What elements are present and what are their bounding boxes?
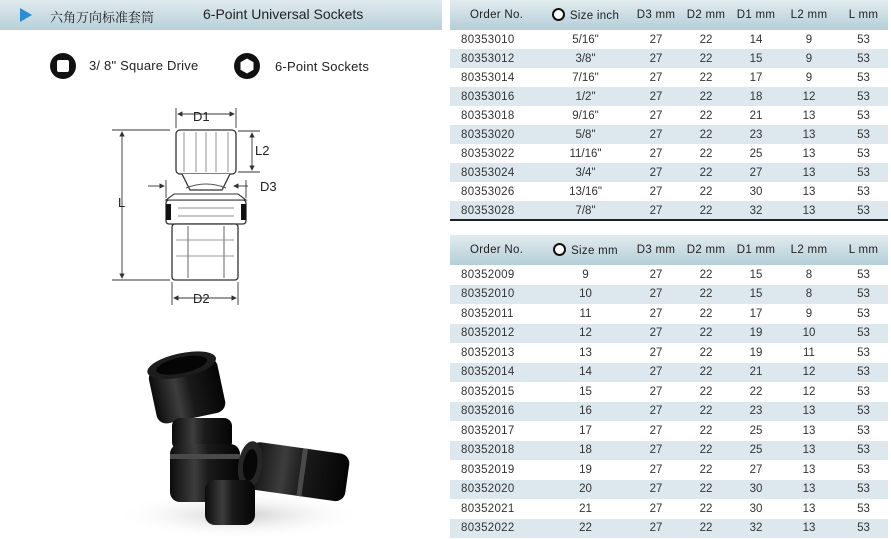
- table-row: [450, 125, 888, 144]
- play-arrow-icon: [20, 8, 32, 22]
- cell-d1: 15: [733, 265, 779, 285]
- cell-d3: 27: [633, 343, 679, 363]
- cell-size: 3/8": [538, 49, 633, 68]
- col-header-l2: L2 mm: [779, 0, 839, 30]
- col-header-d1: D1 mm: [733, 235, 779, 265]
- table-row: [450, 144, 888, 163]
- cell-l: 53: [839, 343, 888, 363]
- cell-size: 3/4": [538, 163, 633, 182]
- cell-l: 53: [839, 201, 888, 220]
- cell-order: 80352022: [450, 519, 538, 539]
- cell-order: 80352009: [450, 265, 538, 285]
- cell-l2: 11: [779, 343, 839, 363]
- cell-l2: 13: [779, 201, 839, 220]
- cell-d3: 27: [633, 324, 679, 344]
- cell-l: 53: [839, 304, 888, 324]
- label-d1: D1: [193, 109, 210, 124]
- col-header-d2: D2 mm: [679, 0, 733, 30]
- cell-l: 53: [839, 519, 888, 539]
- cell-order: 80353016: [450, 87, 538, 106]
- label-d3: D3: [260, 179, 277, 194]
- cell-d2: 22: [679, 49, 733, 68]
- col-header-order-no: Order No.: [450, 235, 538, 265]
- cell-d3: 27: [633, 68, 679, 87]
- table-row: [450, 68, 888, 87]
- col-header-order-no: Order No.: [450, 0, 538, 30]
- cell-d1: 27: [733, 163, 779, 182]
- cell-d1: 25: [733, 144, 779, 163]
- cell-size: 19: [538, 460, 633, 480]
- cell-l: 53: [839, 182, 888, 201]
- table-row: [450, 201, 888, 220]
- cell-order: 80353028: [450, 201, 538, 220]
- table-header-row: [450, 0, 888, 30]
- cell-order: 80353014: [450, 68, 538, 87]
- title-bar: [0, 0, 442, 30]
- cell-d3: 27: [633, 30, 679, 49]
- cell-order: 80352020: [450, 480, 538, 500]
- col-header-d3: D3 mm: [633, 0, 679, 30]
- col-header-d3: D3 mm: [633, 235, 679, 265]
- product-photo: [110, 340, 370, 539]
- cell-d2: 22: [679, 480, 733, 500]
- cell-order: 80352019: [450, 460, 538, 480]
- cell-l: 53: [839, 382, 888, 402]
- cell-d3: 27: [633, 49, 679, 68]
- cell-size: 16: [538, 402, 633, 422]
- table-row: [450, 519, 888, 539]
- cell-d1: 32: [733, 201, 779, 220]
- cell-d1: 21: [733, 106, 779, 125]
- cell-d3: 27: [633, 125, 679, 144]
- table-row: [450, 421, 888, 441]
- cell-size: 12: [538, 324, 633, 344]
- table-row: [450, 441, 888, 461]
- hexagon-outline-icon: [553, 243, 566, 256]
- cell-l2: 13: [779, 106, 839, 125]
- cell-d3: 27: [633, 182, 679, 201]
- cell-l2: 13: [779, 182, 839, 201]
- cell-d2: 22: [679, 144, 733, 163]
- cell-d3: 27: [633, 402, 679, 422]
- cell-d1: 17: [733, 68, 779, 87]
- cell-l2: 13: [779, 519, 839, 539]
- cell-l2: 13: [779, 441, 839, 461]
- cell-l2: 13: [779, 480, 839, 500]
- table-row: [450, 304, 888, 324]
- cell-d2: 22: [679, 441, 733, 461]
- cell-d3: 27: [633, 144, 679, 163]
- cell-d2: 22: [679, 304, 733, 324]
- cell-l: 53: [839, 163, 888, 182]
- cell-l: 53: [839, 285, 888, 305]
- hex-socket-label: 6-Point Sockets: [275, 59, 370, 74]
- cell-d3: 27: [633, 363, 679, 383]
- cell-l2: 9: [779, 304, 839, 324]
- cell-size: 11: [538, 304, 633, 324]
- table-row: [450, 499, 888, 519]
- cell-d3: 27: [633, 285, 679, 305]
- cell-size: 13/16": [538, 182, 633, 201]
- cell-size: 10: [538, 285, 633, 305]
- cell-l2: 12: [779, 87, 839, 106]
- cell-size: 21: [538, 499, 633, 519]
- cell-l: 53: [839, 402, 888, 422]
- cell-order: 80352017: [450, 421, 538, 441]
- cell-l2: 13: [779, 144, 839, 163]
- cell-l2: 10: [779, 324, 839, 344]
- cell-d1: 32: [733, 519, 779, 539]
- col-header-l: L mm: [839, 235, 888, 265]
- cell-d2: 22: [679, 201, 733, 220]
- cell-d3: 27: [633, 480, 679, 500]
- col-header-l: L mm: [839, 0, 888, 30]
- table-row: [450, 265, 888, 285]
- table-row: [450, 324, 888, 344]
- cell-d2: 22: [679, 460, 733, 480]
- square-drive-icon: [50, 53, 76, 79]
- cell-d2: 22: [679, 106, 733, 125]
- cell-l: 53: [839, 480, 888, 500]
- cell-d1: 30: [733, 499, 779, 519]
- cell-d2: 22: [679, 382, 733, 402]
- cell-d3: 27: [633, 441, 679, 461]
- cell-d1: 30: [733, 182, 779, 201]
- table-row: [450, 49, 888, 68]
- cell-l: 53: [839, 106, 888, 125]
- cell-l: 53: [839, 421, 888, 441]
- cell-d3: 27: [633, 163, 679, 182]
- cell-size: 22: [538, 519, 633, 539]
- col-header-size: Size inch: [538, 0, 633, 30]
- metric-sizes-table: [450, 235, 888, 538]
- cell-d2: 22: [679, 402, 733, 422]
- cell-d2: 22: [679, 163, 733, 182]
- cell-size: 11/16": [538, 144, 633, 163]
- cell-l: 53: [839, 265, 888, 285]
- cell-l2: 9: [779, 68, 839, 87]
- cell-order: 80352016: [450, 402, 538, 422]
- cell-size: 17: [538, 421, 633, 441]
- label-l: L: [118, 195, 126, 210]
- cell-d3: 27: [633, 499, 679, 519]
- cell-d1: 30: [733, 480, 779, 500]
- table-row: [450, 363, 888, 383]
- cell-d1: 17: [733, 304, 779, 324]
- cell-d2: 22: [679, 87, 733, 106]
- cell-size: 15: [538, 382, 633, 402]
- cell-d2: 22: [679, 343, 733, 363]
- cell-l: 53: [839, 68, 888, 87]
- table-row: [450, 87, 888, 106]
- cell-size: 14: [538, 363, 633, 383]
- cell-l2: 9: [779, 30, 839, 49]
- cell-d1: 18: [733, 87, 779, 106]
- cell-order: 80352018: [450, 441, 538, 461]
- cell-l2: 13: [779, 163, 839, 182]
- cell-d3: 27: [633, 460, 679, 480]
- cell-order: 80352012: [450, 324, 538, 344]
- cell-order: 80352013: [450, 343, 538, 363]
- cell-l2: 13: [779, 499, 839, 519]
- cell-d3: 27: [633, 421, 679, 441]
- table-row: [450, 402, 888, 422]
- col-header-d1: D1 mm: [733, 0, 779, 30]
- cell-d1: 19: [733, 324, 779, 344]
- cell-d1: 23: [733, 125, 779, 144]
- cell-size: 7/8": [538, 201, 633, 220]
- table-row: [450, 382, 888, 402]
- cell-order: 80353010: [450, 30, 538, 49]
- cell-l: 53: [839, 144, 888, 163]
- table-bottom-rule: [450, 219, 888, 221]
- cell-size: 7/16": [538, 68, 633, 87]
- cell-d1: 25: [733, 441, 779, 461]
- cell-d1: 19: [733, 343, 779, 363]
- hexagon-socket-icon: [234, 53, 260, 79]
- label-l2: L2: [255, 143, 270, 158]
- cell-d3: 27: [633, 201, 679, 220]
- cell-order: 80352010: [450, 285, 538, 305]
- cell-d2: 22: [679, 182, 733, 201]
- table-row: [450, 285, 888, 305]
- cell-d3: 27: [633, 87, 679, 106]
- cell-order: 80353022: [450, 144, 538, 163]
- cell-d1: 27: [733, 460, 779, 480]
- cell-l2: 13: [779, 460, 839, 480]
- col-header-l2: L2 mm: [779, 235, 839, 265]
- title-english: 6-Point Universal Sockets: [203, 6, 364, 22]
- table-row: [450, 480, 888, 500]
- cell-size: 18: [538, 441, 633, 461]
- cell-l2: 8: [779, 285, 839, 305]
- cell-l: 53: [839, 125, 888, 144]
- cell-l: 53: [839, 87, 888, 106]
- cell-l: 53: [839, 363, 888, 383]
- cell-d3: 27: [633, 265, 679, 285]
- cell-size: 1/2": [538, 87, 633, 106]
- table-header-row: [450, 235, 888, 265]
- cell-l: 53: [839, 460, 888, 480]
- cell-size: 9/16": [538, 106, 633, 125]
- cell-d1: 21: [733, 363, 779, 383]
- cell-l: 53: [839, 49, 888, 68]
- table-row: [450, 460, 888, 480]
- cell-d2: 22: [679, 265, 733, 285]
- cell-order: 80353024: [450, 163, 538, 182]
- cell-size: 5/16": [538, 30, 633, 49]
- cell-size: 20: [538, 480, 633, 500]
- cell-d2: 22: [679, 363, 733, 383]
- cell-d2: 22: [679, 30, 733, 49]
- title-chinese: 六角万向标准套筒: [50, 10, 155, 25]
- cell-d1: 15: [733, 285, 779, 305]
- cell-order: 80352015: [450, 382, 538, 402]
- label-d2: D2: [193, 291, 210, 306]
- cell-l2: 8: [779, 265, 839, 285]
- socket-dimension-diagram: [100, 100, 280, 310]
- cell-l: 53: [839, 30, 888, 49]
- square-drive-label: 3/ 8" Square Drive: [89, 58, 199, 73]
- col-header-d2: D2 mm: [679, 235, 733, 265]
- cell-l2: 13: [779, 421, 839, 441]
- cell-order: 80353026: [450, 182, 538, 201]
- cell-l: 53: [839, 324, 888, 344]
- table-row: [450, 106, 888, 125]
- cell-size: 9: [538, 265, 633, 285]
- hexagon-outline-icon: [552, 8, 565, 21]
- cell-order: 80352021: [450, 499, 538, 519]
- cell-d2: 22: [679, 68, 733, 87]
- cell-d1: 25: [733, 421, 779, 441]
- cell-order: 80353018: [450, 106, 538, 125]
- cell-size: 13: [538, 343, 633, 363]
- cell-d2: 22: [679, 125, 733, 144]
- cell-d2: 22: [679, 421, 733, 441]
- table-row: [450, 343, 888, 363]
- cell-l: 53: [839, 499, 888, 519]
- cell-d2: 22: [679, 499, 733, 519]
- table-row: [450, 182, 888, 201]
- table-row: [450, 163, 888, 182]
- cell-order: 80353012: [450, 49, 538, 68]
- cell-d2: 22: [679, 285, 733, 305]
- cell-d3: 27: [633, 106, 679, 125]
- cell-d3: 27: [633, 382, 679, 402]
- cell-d1: 15: [733, 49, 779, 68]
- cell-l: 53: [839, 441, 888, 461]
- cell-d2: 22: [679, 324, 733, 344]
- cell-d1: 22: [733, 382, 779, 402]
- cell-d1: 14: [733, 30, 779, 49]
- cell-order: 80352014: [450, 363, 538, 383]
- inch-sizes-table: [450, 0, 888, 220]
- cell-l2: 12: [779, 382, 839, 402]
- cell-l2: 9: [779, 49, 839, 68]
- cell-d2: 22: [679, 519, 733, 539]
- cell-l2: 12: [779, 363, 839, 383]
- cell-d3: 27: [633, 304, 679, 324]
- cell-l2: 13: [779, 402, 839, 422]
- cell-order: 80352011: [450, 304, 538, 324]
- table-row: [450, 30, 888, 49]
- col-header-size: Size mm: [538, 235, 633, 265]
- cell-d1: 23: [733, 402, 779, 422]
- cell-order: 80353020: [450, 125, 538, 144]
- cell-size: 5/8": [538, 125, 633, 144]
- cell-l2: 13: [779, 125, 839, 144]
- cell-d3: 27: [633, 519, 679, 539]
